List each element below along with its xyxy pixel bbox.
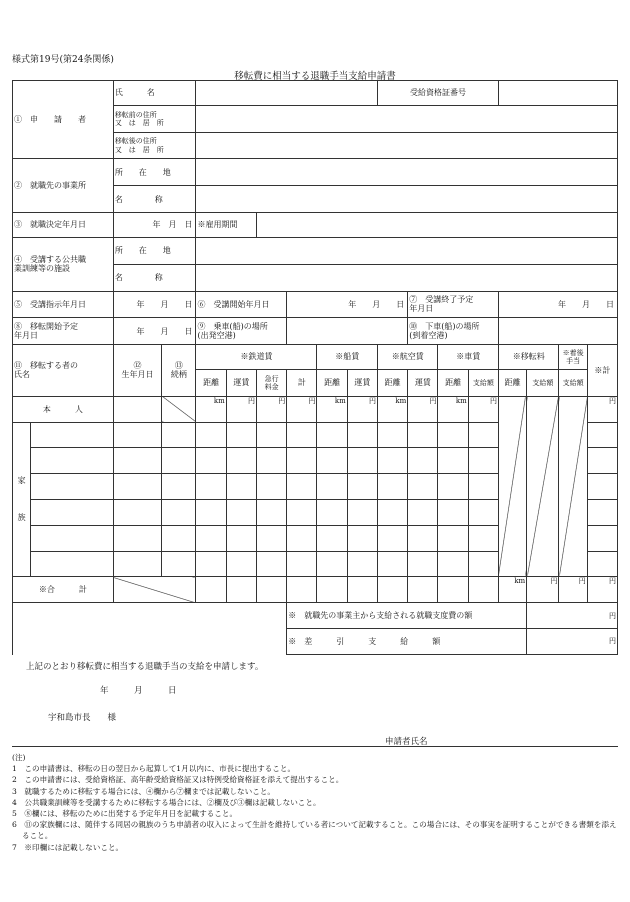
net-payment-yen[interactable]: 円 xyxy=(527,628,618,654)
arrival-allowance-header: ※着後 手当 xyxy=(559,345,587,370)
cell[interactable] xyxy=(256,448,286,474)
cell[interactable] xyxy=(587,448,617,474)
family-birth-field[interactable] xyxy=(113,525,161,551)
cell[interactable] xyxy=(196,448,226,474)
end-date-label: ⑦ 受講終了予定 年月日 xyxy=(408,291,499,318)
km-unit: km xyxy=(196,396,226,422)
cell[interactable] xyxy=(408,499,438,525)
arrival-paid-blocked xyxy=(559,396,587,577)
cert-number-label: 受給資格証番号 xyxy=(377,81,498,106)
applicant-label: ① 申 請 者 xyxy=(13,81,114,159)
rail-sum-header: 計 xyxy=(287,369,317,396)
cell[interactable] xyxy=(377,448,407,474)
cell[interactable] xyxy=(317,577,347,603)
yen-unit: 円 xyxy=(559,577,587,603)
moving-paid-blocked xyxy=(527,396,559,577)
cell[interactable] xyxy=(287,499,317,525)
employer-payment-yen[interactable]: 円 xyxy=(527,603,618,629)
before-address-field[interactable] xyxy=(196,105,618,132)
moving-distance-header: 距離 xyxy=(498,369,526,396)
cell[interactable] xyxy=(317,551,347,577)
cell[interactable] xyxy=(256,525,286,551)
family-relation-field[interactable] xyxy=(162,551,196,577)
decision-date-field[interactable]: 年 月 日 xyxy=(113,213,196,238)
yen-unit: 円 xyxy=(587,577,617,603)
cell[interactable] xyxy=(408,525,438,551)
arrival-paid-header: 支給額 xyxy=(559,369,587,396)
cell[interactable] xyxy=(256,474,286,500)
cell[interactable] xyxy=(347,525,377,551)
cell[interactable] xyxy=(317,499,347,525)
cell[interactable] xyxy=(377,525,407,551)
rail-fare-sub-header: 運賃 xyxy=(226,369,256,396)
cell[interactable] xyxy=(438,474,468,500)
net-payment-label: ※ 差 引 支 給 額 xyxy=(287,628,527,654)
moving-fee-header: ※移転料 xyxy=(498,345,558,370)
form-title: 移転費に相当する退職手当支給申請書 xyxy=(234,71,396,82)
km-unit: km xyxy=(438,396,468,422)
rail-distance-header: 距離 xyxy=(196,369,226,396)
cell[interactable] xyxy=(408,422,438,448)
km-unit: km xyxy=(377,396,407,422)
cell[interactable] xyxy=(287,551,317,577)
employer-name-label: 名 称 xyxy=(113,186,196,213)
air-fare-sub-header: 運賃 xyxy=(408,369,438,396)
cell[interactable] xyxy=(438,499,468,525)
employer-address-field[interactable] xyxy=(196,159,618,186)
instruction-date-label: ⑤ 受講指示年月日 xyxy=(13,291,114,318)
cell[interactable] xyxy=(468,525,498,551)
application-date[interactable]: 年 月 日 xyxy=(100,686,177,696)
self-label: 本 人 xyxy=(13,396,114,422)
cell[interactable] xyxy=(438,525,468,551)
note-item: 5 ⑧欄には、移転のために出発する予定年月日を記載すること。 xyxy=(12,809,238,819)
note-item: 1 この申請書は、移転の日の翌日から起算して1月以内に、市長に提出すること。 xyxy=(12,764,296,774)
yen-unit: 円 xyxy=(226,396,256,422)
family-relation-field[interactable] xyxy=(162,474,196,500)
applicant-signature-label: 申請者氏名 xyxy=(385,737,428,747)
employer-label: ② 就職先の事業所 xyxy=(13,159,114,213)
note-item: 7 ※印欄には記載しないこと。 xyxy=(12,842,124,852)
cell[interactable] xyxy=(377,474,407,500)
move-date-label: ⑧ 移転開始予定 年月日 xyxy=(13,318,114,345)
self-relation-blocked xyxy=(162,396,196,422)
yen-unit: 円 xyxy=(347,396,377,422)
yen-unit: 円 xyxy=(527,577,559,603)
cell[interactable] xyxy=(468,499,498,525)
air-fare-header: ※航空賃 xyxy=(377,345,438,370)
form-number: 様式第19号(第24条関係) xyxy=(12,55,114,65)
family-relation-field[interactable] xyxy=(162,422,196,448)
cell[interactable] xyxy=(226,525,256,551)
note-item: 6 ⑪の家族欄には、随伴する同居の親族のうち申請者の収入によって生計を維持している者について記載すること。この場合には、その事実を証明することができる書類を添えること。 xyxy=(12,820,617,841)
cell[interactable] xyxy=(287,474,317,500)
form-table xyxy=(12,80,618,655)
cell[interactable] xyxy=(468,448,498,474)
cell[interactable] xyxy=(287,525,317,551)
ship-fare-header: ※船賃 xyxy=(317,345,378,370)
total-header: ※計 xyxy=(587,345,617,397)
alighting-place-field[interactable] xyxy=(498,318,617,345)
end-date-field[interactable]: 年 月 日 xyxy=(498,291,617,318)
start-date-label: ⑥ 受講開始年月日 xyxy=(196,291,287,318)
ship-distance-header: 距離 xyxy=(317,369,347,396)
cell[interactable] xyxy=(317,474,347,500)
after-address-field[interactable] xyxy=(196,132,618,159)
km-unit: km xyxy=(498,577,526,603)
cell[interactable] xyxy=(587,551,617,577)
rail-express-header: 急行 料金 xyxy=(256,369,286,396)
relation-header: ⑬ 続柄 xyxy=(162,345,196,397)
family-birth-field[interactable] xyxy=(113,474,161,500)
after-address-label: 移転後の住所 又 は 居 所 xyxy=(113,132,196,159)
facility-label: ④ 受講する公共職 業訓練等の施設 xyxy=(13,237,114,291)
cell[interactable] xyxy=(468,474,498,500)
alighting-place-label: ⑩ 下車(船)の場所 (到着空港) xyxy=(408,318,499,345)
cell[interactable] xyxy=(468,577,498,603)
cell[interactable] xyxy=(256,577,286,603)
cell[interactable] xyxy=(317,422,347,448)
cell[interactable] xyxy=(377,577,407,603)
yen-unit: 円 xyxy=(587,396,617,422)
cell[interactable] xyxy=(196,551,226,577)
cell[interactable] xyxy=(587,474,617,500)
employer-name-field[interactable] xyxy=(196,186,618,213)
cell[interactable] xyxy=(287,577,317,603)
yen-unit: 円 xyxy=(256,396,286,422)
blank-area xyxy=(13,603,287,655)
cell[interactable] xyxy=(226,474,256,500)
family-birth-field[interactable] xyxy=(113,448,161,474)
note-item: 4 公共職業訓練等を受講するために移転する場合には、②欄及び③欄は記載しないこと。 xyxy=(12,797,321,807)
family-birth-field[interactable] xyxy=(113,551,161,577)
cell[interactable] xyxy=(226,422,256,448)
cell[interactable] xyxy=(317,525,347,551)
cell[interactable] xyxy=(408,577,438,603)
family-name-field[interactable] xyxy=(31,422,114,448)
name-field[interactable] xyxy=(196,81,378,106)
cell[interactable] xyxy=(196,422,226,448)
instruction-date-field[interactable]: 年 月 日 xyxy=(113,291,196,318)
name-label: 氏 名 xyxy=(113,81,196,106)
cell[interactable] xyxy=(587,422,617,448)
employment-period-field[interactable] xyxy=(256,213,617,238)
cell[interactable] xyxy=(196,474,226,500)
km-unit: km xyxy=(317,396,347,422)
cert-number-field[interactable] xyxy=(498,81,617,106)
ship-fare-sub-header: 運賃 xyxy=(347,369,377,396)
cell[interactable] xyxy=(256,551,286,577)
moving-distance-blocked xyxy=(498,396,526,577)
move-date-field[interactable]: 年 月 日 xyxy=(113,318,196,345)
family-relation-field[interactable] xyxy=(162,525,196,551)
family-birth-field[interactable] xyxy=(113,422,161,448)
facility-address-label: 所 在 地 xyxy=(113,237,196,264)
facility-name-label: 名 称 xyxy=(113,264,196,291)
cell[interactable] xyxy=(347,422,377,448)
cell[interactable] xyxy=(226,448,256,474)
notes-header: (注) xyxy=(12,753,26,762)
family-birth-field[interactable] xyxy=(113,499,161,525)
cell[interactable] xyxy=(347,577,377,603)
birth-date-header: ⑫ 生年月日 xyxy=(113,345,161,397)
before-address-label: 移転前の住所 又 は 居 所 xyxy=(113,105,196,132)
decision-date-label: ③ 就職決定年月日 xyxy=(13,213,114,238)
moving-paid-header: 支給額 xyxy=(527,369,559,396)
family-name-field[interactable] xyxy=(31,474,114,500)
note-item: 2 この申請書には、受給資格証、高年齢受給資格証又は特例受給資格証を添えて提出すること。 xyxy=(12,775,344,785)
cell[interactable] xyxy=(347,474,377,500)
note-item: 3 就職するために移転する場合には、④欄から⑦欄までは記載しないこと。 xyxy=(12,786,276,796)
employment-period-label: ※雇用期間 xyxy=(196,213,257,238)
mover-name-header: ⑪ 移転する者の 氏名 xyxy=(13,345,114,397)
family-name-field[interactable] xyxy=(31,499,114,525)
start-date-field[interactable]: 年 月 日 xyxy=(287,291,408,318)
divider xyxy=(12,746,618,747)
car-distance-header: 距離 xyxy=(438,369,468,396)
cell[interactable] xyxy=(468,551,498,577)
family-relation-field[interactable] xyxy=(162,448,196,474)
air-distance-header: 距離 xyxy=(377,369,407,396)
car-fare-header: ※車賃 xyxy=(438,345,499,370)
grand-total-blocked xyxy=(113,577,196,603)
cell[interactable] xyxy=(377,551,407,577)
cell[interactable] xyxy=(256,499,286,525)
employer-payment-label: ※ 就職先の事業主から支給される就職支度費の額 xyxy=(287,603,527,629)
cell[interactable] xyxy=(287,422,317,448)
boarding-place-label: ⑨ 乗車(船)の場所 (出発空港) xyxy=(196,318,287,345)
car-paid-header: 支給額 xyxy=(468,369,498,396)
cell[interactable] xyxy=(408,448,438,474)
facility-address-field[interactable] xyxy=(196,237,618,264)
facility-name-field[interactable] xyxy=(196,264,618,291)
cell[interactable] xyxy=(438,551,468,577)
cell[interactable] xyxy=(287,448,317,474)
rail-fare-header: ※鉄道賃 xyxy=(196,345,317,370)
yen-unit: 円 xyxy=(468,396,498,422)
cell[interactable] xyxy=(317,448,347,474)
family-name-field[interactable] xyxy=(31,551,114,577)
boarding-place-field[interactable] xyxy=(287,318,408,345)
cell[interactable] xyxy=(438,577,468,603)
cell[interactable] xyxy=(226,551,256,577)
cell[interactable] xyxy=(347,448,377,474)
cell[interactable] xyxy=(347,551,377,577)
yen-unit: 円 xyxy=(287,396,317,422)
cell[interactable] xyxy=(347,499,377,525)
cell[interactable] xyxy=(438,448,468,474)
family-relation-field[interactable] xyxy=(162,499,196,525)
cell[interactable] xyxy=(196,525,226,551)
family-label: 家 族 xyxy=(13,422,31,577)
self-birth-field[interactable] xyxy=(113,396,161,422)
cell[interactable] xyxy=(377,422,407,448)
family-name-field[interactable] xyxy=(31,525,114,551)
cell[interactable] xyxy=(408,551,438,577)
cell[interactable] xyxy=(196,499,226,525)
cell[interactable] xyxy=(226,577,256,603)
cell[interactable] xyxy=(468,422,498,448)
employer-address-label: 所 在 地 xyxy=(113,159,196,186)
grand-total-label: ※合 計 xyxy=(13,577,114,603)
cell[interactable] xyxy=(226,499,256,525)
addressee: 宇和島市長 様 xyxy=(48,713,117,723)
cell[interactable] xyxy=(377,499,407,525)
cell[interactable] xyxy=(256,422,286,448)
declaration-text: 上記のとおり移転費に相当する退職手当の支給を申請します。 xyxy=(26,662,264,672)
notes xyxy=(12,752,618,853)
cell[interactable] xyxy=(196,577,226,603)
yen-unit: 円 xyxy=(408,396,438,422)
cell[interactable] xyxy=(408,474,438,500)
family-name-field[interactable] xyxy=(31,448,114,474)
cell[interactable] xyxy=(587,525,617,551)
cell[interactable] xyxy=(438,422,468,448)
cell[interactable] xyxy=(587,499,617,525)
